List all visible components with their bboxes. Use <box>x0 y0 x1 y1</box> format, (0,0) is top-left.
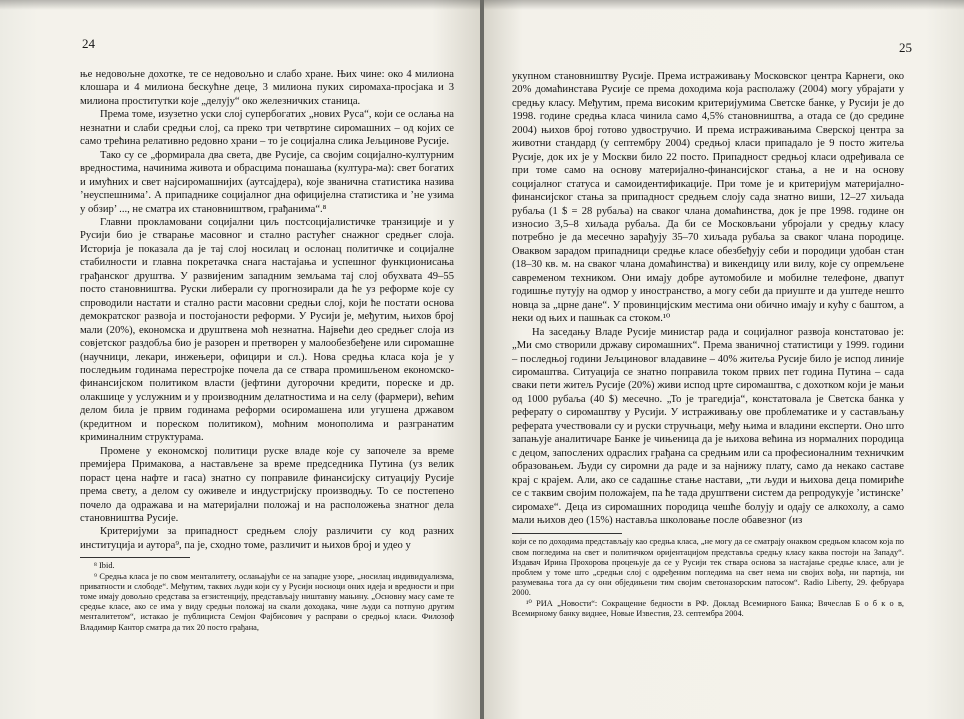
paragraph: Према томе, изузетно уски слој супербогатих „нових Руса“, који се ослања на незнатни и слаби средњи слој, са преко три четвртине сиромашних – од којих се само трећина релативно редовно храни – то је социјална слика Јељцинове Русије. <box>80 109 454 148</box>
paragraph: ње недовољне дохотке, те се недовољно и слабо хране. Њих чине: око 4 милиона клошара и 4 милиона бескућне деце, 3 милиона пуких сиромаха-просјака и 3 милиона проститутки које „делују“ око железничких станица. <box>80 69 454 107</box>
page-body <box>512 70 904 619</box>
page-body <box>80 68 454 633</box>
footnote: ¹⁰ РИА „Новости“: Сокращение бедности в РФ. Доклад Всемирного Банка; Вячеслав Б о б к о в, Всемирному банку виднее, Новые Известия, 23. септембра 2004. <box>512 598 904 618</box>
footnote: ⁹ Средња класа је по свом менталитету, ослањајући се на западне узоре, „носилац индивидуализма, приватности и слободе“. Међутим, таквих људи који су у Русији носиоци оних идеја и вредности и при томе имају довољно средстава за егзистенцију, представљају ништавну мањину. „Основну масу саме те средње класе, ако се има у виду средњи положај на скали доходака, чине људи са потпуно другим менталитетом“, истакао је публициста Семјон Фајбисович у расправи о средњој класи. Филозоф Владимир Кантор сматра да тих 20 посто грађана, <box>80 571 454 632</box>
paragraph: Критеријуми за припадност средњем слоју различити су код разних институција и аутора⁹, па је, сходно томе, различит и њихов број и удео у <box>80 526 454 551</box>
paragraph: укупном становништву Русије. Према истраживању Московског центра Карнеги, око 20% домаћинстава Русије се према доходима која располажу (2004) могу убрајати у средњу класу. Међутим, према високим критеријумима Светске банке, у Русији је до 1998. године средња класа чинила само 4,5% становништва, а отада се (до средине 2004) њихов број готово удвостручио. И према истраживањима Сверској центра за животни стандард (у септембру 2004) средњој класи припадало је 9 посто житеља Русије, док их је у Москви било 22 посто. Припадност средњој класи одређивала се при томе само на основу материјално-финансијског стања, а не и на основу социјалног статуса и самоидентификације. При томе је и критеријум материјално-финансијског стања за припадност средњем слоју сада знатно виши, 12–27 хиљада рубаља (1 $ = 28 рубаља) на сваког члана домаћинства, док је пре 1998. године он износио 3,5–8 хиљада рубаља. Да би се Московљани убројали у средњу класу потребно је да месечно зарађују 35–70 хиљада рубаља за сваког члана породице. Оваквом зарадом припадници средње класе обезбеђују себи и породици удобан стан (18–30 кв. м. на сваког члана домаћинства) и викендицу или вилу, које су опремљене савременом техником. Они имају добре аутомобиле и мобилне телефоне, двапут годишње путују на одмор у иностранство, а могу себи да приуште и да уштеде нешто новца за „црне дане“. У провинцијским местима они обично имају и кућу с баштом, а неки од њих и пашњак са стоком.¹⁰ <box>512 71 904 325</box>
page-edge-shadow <box>0 0 480 10</box>
page-edge-shadow <box>484 0 964 10</box>
left-page <box>0 0 480 719</box>
paragraph: Промене у економској политици руске владе које су започеле за време премијера Примакова, а настављене за време председника Путина (уз велик пораст цена нафте и гаса) знатно су поправиле финансијску ситуацију Русије према свету, а делом су оживеле и индустријску производњу. То се постепено почело да одражава и на материјални положај и на расположења знатног дела становништва Русије. <box>80 445 454 524</box>
footnote-rule <box>80 557 190 558</box>
footnote: који се по доходима представљају као средња класа, „не могу да се сматрају онаквом средњом класом која по свом погледима на свет и политичком оријентацијом представља средњу класу каква постоји на Западу“. Издавач Ирина Прохорова процењује да се у Русији тек ствара основа за настајање средње класе, али је проблем у томе што „средњи слој с одређеним погледима на свет нема ни својих вођа, ни партија, ни разумевања тога да су они обједињени тим својим светоназорским патосом“. Radio Liberty, 29. фебруара 2000. <box>512 537 904 598</box>
page-number: 25 <box>899 40 912 55</box>
paragraph: На заседању Владе Русије министар рада и социјалног развоја констатовао је: „Ми смо створили државу сиромашних“. Према званичној статистици у 1999. години – последњој години Јељциновог владавине – 40% житеља Русије било је испод линије сиромаштва. Ситуација се знатно поправила током првих пет година Путина – сада сваки пети житељ Русије (20%) живи испод црте сиромаштва, с дохотком који је мањи од 1000 рубаља (40 $) месечно. „То је трагедија“, констатовала је Светска банка у реферату о сиромаштву у Русији. У истраживању ове проблематике и у састављању реферата учествовали су и руски стручњаци, међу њима и владини експерти. Оно што запањује аналитичаре Банке је чињеница да је њихова већина из нормалних породица с децом, запослених одраслих грађана са средњим или са професионалним техничким образовањем. Људи су сиромни да раде и за најнижу плату, само да некако саставе крај с крајем. Али, ако се садашње стање настави, „ти људи и њихова деца помириће се с таквим својим положајем, па ће тада друштвени систем да репродукује ’истинске’ сиромахе“. Деца из сиромашних породица чешће болују и одају се алкохолу, а само мали њихов део (15%) наставља школовање после обавезног (из <box>512 326 904 526</box>
right-page <box>484 0 964 719</box>
page-number: 24 <box>82 36 95 51</box>
footnote: ⁸ Ibid. <box>94 561 115 571</box>
paragraph: Тако су се „формирала два света, две Русије, са својим социјално-културним вредностима, начинима живота и обрасцима понашања (култура-ма): свет богатих и имућних и свет најсиромашнијих (аутсајдера), које званична статистика назива ’неуспешнима’. А припаднике социјалног дна официјелна статистика и ’не узима у обзир’ ..., не сматра их становништвом, грађанима“.⁸ <box>80 149 454 215</box>
paragraph: Главни прокламовани социјални циљ постсоцијалистичке транзиције и у Русији био је стварање масовног и стално растућег снажног средњег слоја. Историја је показала да је тај слој носилац и ослонац политичке и социјалне стабилности и главна покретачка снага настајања и успешног функционисања грађанског друштва. У развијеним западним земљама тај слој обухвата 49–55 посто становништва. Руски либерали су прогнозирали да ће уз реформе које су спроводили настати и стално расти масовни средњи слој, који ће постати основа демократског развоја и постојаности реформи. У Русији је, међутим, њихов број мали (20%), економска и друштвена моћ незнатна. Највећи део средњег слоја из совјетског раздобља био је разорен и претворен у малообезбеђене или сиромашне (научници, лекари, инжењери, официри и сл.). Нова средња класа која је у последњим годинама перестројке почела да се ствара промишљеном економско-финансијском политиком власти (јефтини дугорочни кредити, пореске и др. олакшице у услужним и у производним делатностима и на селу (фармери), већим делом била је првим годинама реформи осиромашена или угушена државом (кредитном и пореском политиком), моћним монополима и разгранатим криминалним структурама. <box>80 216 454 444</box>
footnote-rule <box>512 533 622 534</box>
